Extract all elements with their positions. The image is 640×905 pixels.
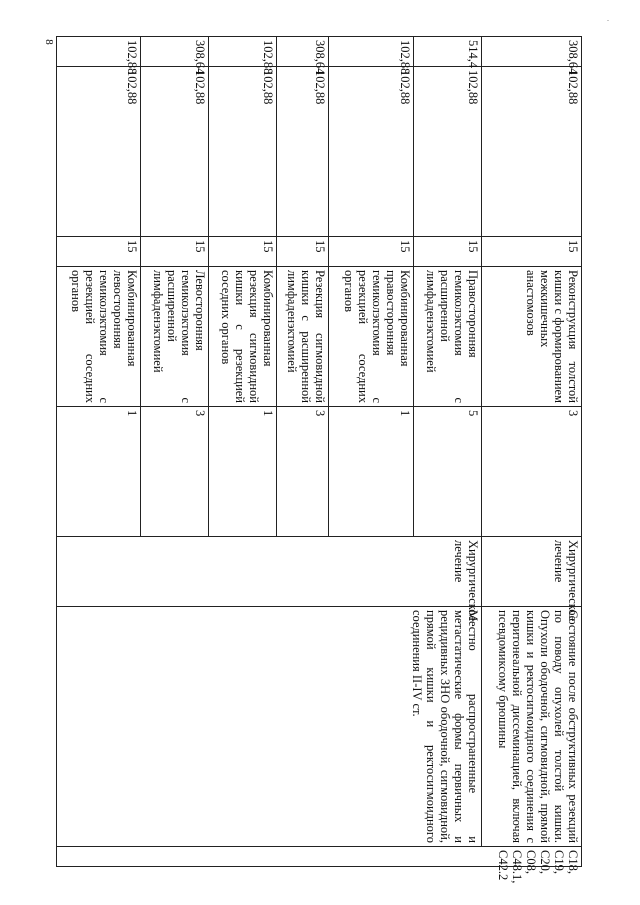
days-cell: 15 bbox=[141, 237, 209, 267]
rotated-table-container bbox=[56, 36, 582, 884]
rate-cell: 102,88 bbox=[141, 67, 209, 237]
icd-cell: C18, C19, C20, C08, C48.1, C42.2 bbox=[57, 847, 582, 867]
rate-cell: 102,88 bbox=[209, 67, 277, 237]
cost-cell: 102,88 bbox=[57, 37, 141, 67]
cost-cell: 102,88 bbox=[329, 37, 413, 67]
code-cell: 5 bbox=[413, 407, 481, 537]
code-cell: 1 bbox=[329, 407, 413, 537]
code-cell: 1 bbox=[209, 407, 277, 537]
method-cell: Реконструкция толстой кишки с формированием межкишечных анастомозов bbox=[481, 267, 581, 407]
treatment-cell: Хирургическое лечение bbox=[481, 537, 581, 607]
cost-cell: 308,64 bbox=[481, 37, 581, 67]
days-cell: 15 bbox=[329, 237, 413, 267]
code-cell: 3 bbox=[277, 407, 329, 537]
rate-cell: 102,88 bbox=[57, 67, 141, 237]
cost-cell: 514,4 bbox=[413, 37, 481, 67]
code-cell: 1 bbox=[57, 407, 141, 537]
method-cell: Комбинированная правосторонняя гемиколэктомия с резекцией соседних органов bbox=[329, 267, 413, 407]
days-cell: 15 bbox=[209, 237, 277, 267]
method-cell: Комбинированная резекция сигмовидной кишки с резекцией соседних органов bbox=[209, 267, 277, 407]
page-number: 8 bbox=[42, 39, 55, 45]
days-cell: 15 bbox=[413, 237, 481, 267]
condition-cell: Состояние после обструктивных резекций по поводу опухолей толстой кишки. Опухоли ободочной, сигмовидной, прямой кишки и ректосигмоидного соединения с перитонеальной диссеминацией, включая псевдомиксому брюшины bbox=[481, 607, 581, 847]
corner-mark: . bbox=[607, 14, 609, 23]
method-cell: Правосторонняя гемиколэктомия с расширенной лимфаденэктомией bbox=[413, 267, 481, 407]
rate-cell: 102,88 bbox=[329, 67, 413, 237]
code-cell: 3 bbox=[481, 407, 581, 537]
cost-cell: 308,64 bbox=[277, 37, 329, 67]
services-table bbox=[56, 36, 582, 884]
days-cell: 15 bbox=[57, 237, 141, 267]
table-row bbox=[413, 37, 481, 867]
rate-cell: 102,88 bbox=[481, 67, 581, 237]
days-cell: 15 bbox=[481, 237, 581, 267]
rate-cell: 102,88 bbox=[277, 67, 329, 237]
method-cell: Левосторонняя гемиколэктомия с расширенной лимфаденэктомией bbox=[141, 267, 209, 407]
method-cell: Резекция сигмовидной кишки с расширенной лимфаденэктомией bbox=[277, 267, 329, 407]
cost-cell: 102,88 bbox=[209, 37, 277, 67]
rate-cell: 102,88 bbox=[413, 67, 481, 237]
code-cell: 3 bbox=[141, 407, 209, 537]
method-cell: Комбинированная левосторонняя гемиколэктомия с резекцией соседних органов bbox=[57, 267, 141, 407]
treatment-cell: Хирургическое лечение bbox=[57, 537, 482, 607]
cost-cell: 308,64 bbox=[141, 37, 209, 67]
condition-cell: Местно распространенные и метастатические формы первичных и рецидивных ЗНО ободочной, сигмовидной, прямой кишки и ректосигмоидного соединения II-IV ст. bbox=[57, 607, 482, 847]
days-cell: 15 bbox=[277, 237, 329, 267]
table-row bbox=[481, 37, 581, 867]
